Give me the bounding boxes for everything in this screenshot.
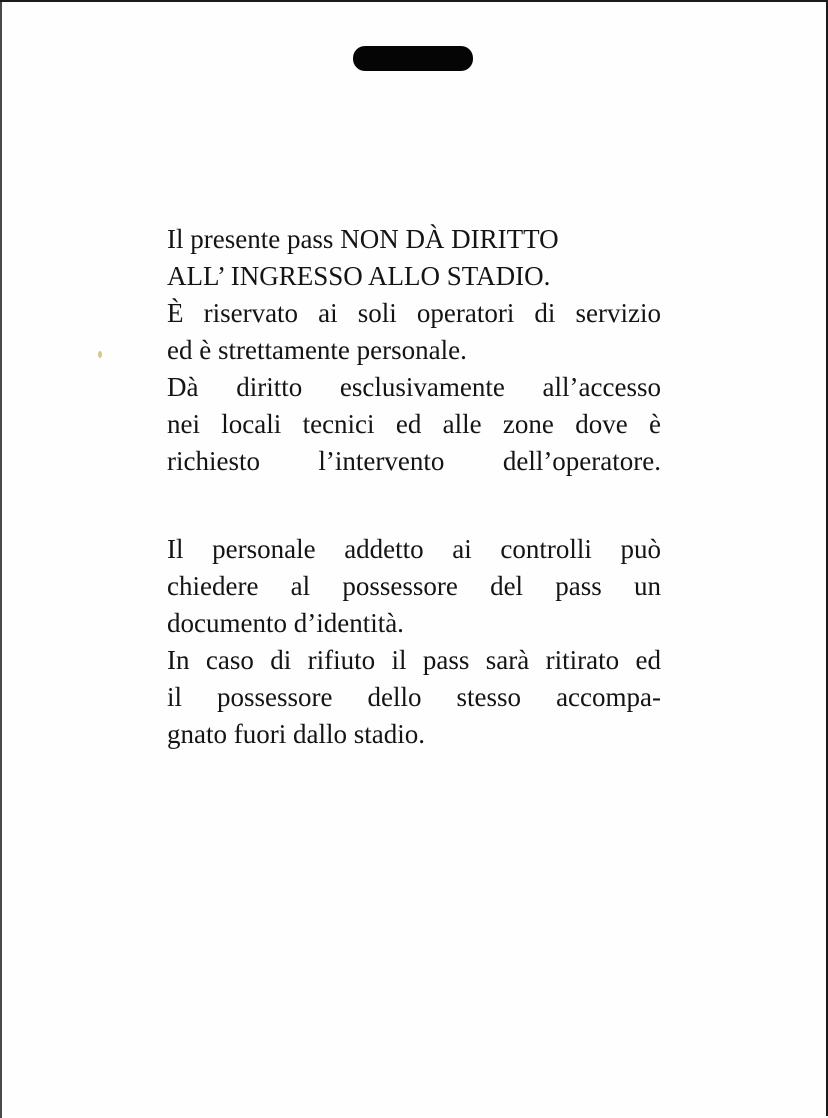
- text-line: chiedere al possessore del pass un: [167, 571, 661, 601]
- text-line: il possessore dello stesso accompa-: [167, 682, 661, 712]
- text-line: Il personale addetto ai controlli può: [167, 534, 661, 564]
- card-edge: [0, 2, 2, 1118]
- access-restrictions-paragraph: [167, 221, 661, 480]
- text-line: ed è strettamente personale.: [167, 335, 467, 365]
- paper-speck: [98, 351, 102, 358]
- paragraph-spacer: [167, 480, 661, 531]
- lanyard-slot: [353, 46, 473, 71]
- text-line: documento d’identità.: [167, 608, 404, 638]
- text-line: Il presente pass NON DÀ DIRITTO: [167, 224, 559, 254]
- text-line: È riservato ai soli operatori di servizio: [167, 298, 661, 328]
- text-line: Dà diritto esclusivamente all’accesso: [167, 372, 661, 402]
- text-line: nei locali tecnici ed alle zone dove è: [167, 409, 661, 439]
- text-line: richiesto l’intervento dell’operatore.: [167, 446, 661, 476]
- text-line: ALL’ INGRESSO ALLO STADIO.: [167, 261, 551, 291]
- pass-terms-text: [167, 221, 661, 753]
- text-line: gnato fuori dallo stadio.: [167, 719, 425, 749]
- identity-check-paragraph: [167, 531, 661, 753]
- text-line: In caso di rifiuto il pass sarà ritirato ed: [167, 645, 661, 675]
